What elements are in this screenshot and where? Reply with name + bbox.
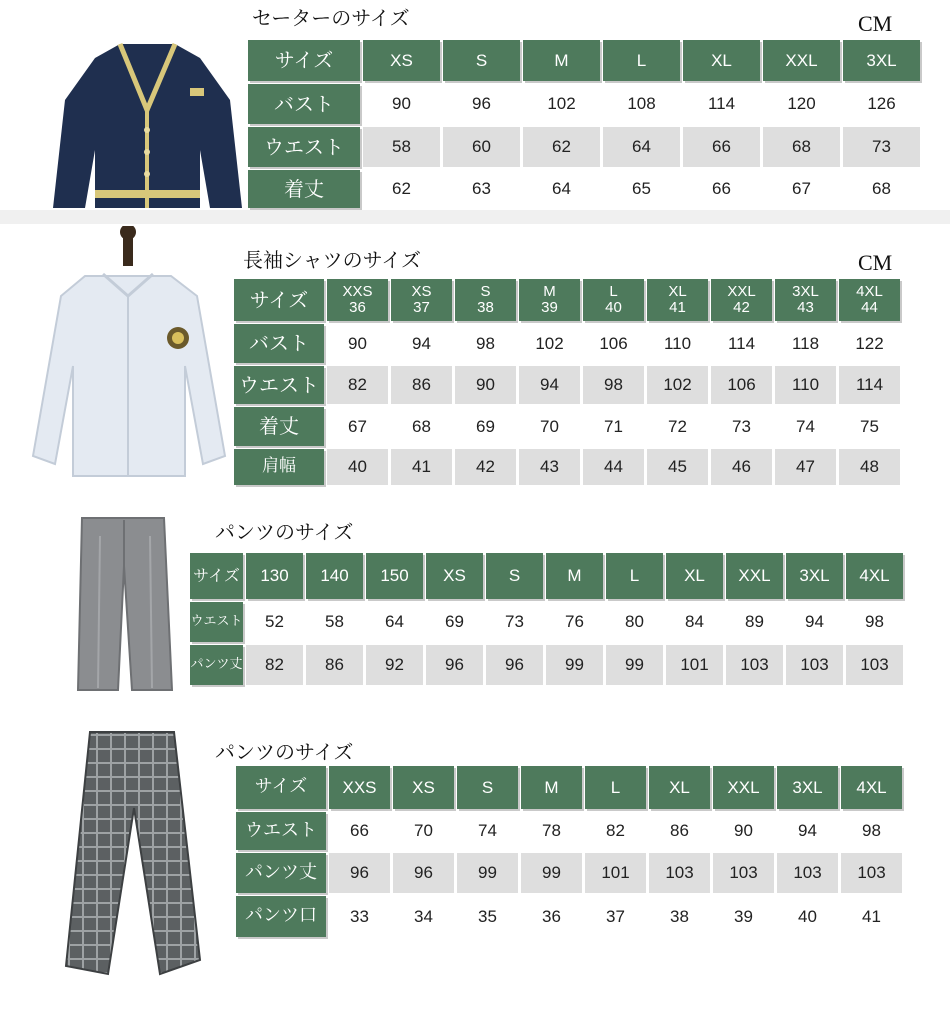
sweater-size-header: XL (683, 40, 760, 81)
table-cell: 73 (711, 407, 772, 446)
pants1-size-header: 150 (366, 553, 423, 599)
table-cell: 41 (391, 449, 452, 485)
shirt-size-header (583, 279, 644, 321)
pants2-size-header: XXS (329, 766, 390, 809)
table-cell: 99 (457, 853, 518, 893)
shirt-image (25, 226, 235, 491)
table-cell: 110 (775, 366, 836, 404)
table-cell: 75 (839, 407, 900, 446)
table-cell: 68 (843, 170, 920, 208)
table-cell: 96 (426, 645, 483, 685)
pants1-size-header: M (546, 553, 603, 599)
shirt-row-label-shoulder: 肩幅 (234, 449, 324, 485)
table-cell: 40 (327, 449, 388, 485)
table-cell: 99 (521, 853, 582, 893)
size-code: S (480, 283, 491, 301)
pants2-title: パンツのサイズ (215, 740, 354, 764)
table-cell: 71 (583, 407, 644, 446)
table-cell: 73 (486, 602, 543, 642)
pants1-size-header: 140 (306, 553, 363, 599)
table-cell: 89 (726, 602, 783, 642)
pants2-size-header: 3XL (777, 766, 838, 809)
table-cell: 58 (306, 602, 363, 642)
table-cell: 60 (443, 127, 520, 167)
pants2-row-label-hem: パンツ口 (236, 896, 326, 937)
shirt-size-header (327, 279, 388, 321)
shirt-size-table (234, 279, 900, 485)
size-code: 3XL (792, 283, 819, 301)
table-cell: 114 (711, 324, 772, 363)
shirt-size-header (455, 279, 516, 321)
pants1-size-header: 4XL (846, 553, 903, 599)
pants2-size-header: S (457, 766, 518, 809)
pants1-row-label-length: パンツ丈 (190, 645, 243, 685)
pants2-size-header: 4XL (841, 766, 902, 809)
table-cell: 90 (713, 812, 774, 850)
table-cell: 63 (443, 170, 520, 208)
table-cell: 70 (519, 407, 580, 446)
table-cell: 101 (666, 645, 723, 685)
table-cell: 67 (327, 407, 388, 446)
table-cell: 86 (306, 645, 363, 685)
sweater-size-header: XS (363, 40, 440, 81)
size-code: XL (668, 283, 687, 301)
table-cell: 41 (841, 896, 902, 937)
pants2-size-table (236, 766, 902, 937)
table-cell: 47 (775, 449, 836, 485)
size-code: XXL (727, 283, 756, 301)
table-cell: 34 (393, 896, 454, 937)
table-cell: 52 (246, 602, 303, 642)
table-cell: 82 (585, 812, 646, 850)
table-cell: 120 (763, 84, 840, 124)
shirt-row-label-waist: ウエスト (234, 366, 324, 404)
table-cell: 43 (519, 449, 580, 485)
table-cell: 58 (363, 127, 440, 167)
table-cell: 70 (393, 812, 454, 850)
pants2-size-header: M (521, 766, 582, 809)
table-cell: 74 (457, 812, 518, 850)
table-cell: 106 (711, 366, 772, 404)
sweater-row-label-waist: ウエスト (248, 127, 360, 167)
sweater-size-header: 3XL (843, 40, 920, 81)
table-cell: 84 (666, 602, 723, 642)
table-cell: 96 (393, 853, 454, 893)
sweater-title: セーターのサイズ (252, 6, 410, 30)
sweater-size-table (248, 40, 920, 208)
table-cell: 110 (647, 324, 708, 363)
table-cell: 38 (649, 896, 710, 937)
pants2-size-header: XXL (713, 766, 774, 809)
table-cell: 44 (583, 449, 644, 485)
table-cell: 48 (839, 449, 900, 485)
size-number: 39 (541, 299, 558, 316)
table-cell: 90 (455, 366, 516, 404)
table-cell: 68 (391, 407, 452, 446)
table-cell: 37 (585, 896, 646, 937)
table-cell: 42 (455, 449, 516, 485)
pants1-size-header: XS (426, 553, 483, 599)
table-cell: 118 (775, 324, 836, 363)
size-number: 41 (669, 299, 686, 316)
size-code: XXS (342, 283, 373, 301)
shirt-size-header (519, 279, 580, 321)
table-cell: 94 (391, 324, 452, 363)
table-cell: 39 (713, 896, 774, 937)
pants1-row-label-size: サイズ (190, 553, 243, 599)
pants1-size-header: XXL (726, 553, 783, 599)
table-cell: 103 (841, 853, 902, 893)
shirt-row-label-length: 着丈 (234, 407, 324, 446)
table-cell: 126 (843, 84, 920, 124)
table-cell: 46 (711, 449, 772, 485)
table-cell: 103 (726, 645, 783, 685)
size-number: 40 (605, 299, 622, 316)
sweater-size-header: M (523, 40, 600, 81)
table-cell: 99 (546, 645, 603, 685)
table-cell: 82 (327, 366, 388, 404)
gray-pants-image (72, 516, 182, 692)
table-cell: 67 (763, 170, 840, 208)
pants2-row-label-waist: ウエスト (236, 812, 326, 850)
size-number: 37 (413, 299, 430, 316)
pants2-size-header: L (585, 766, 646, 809)
table-cell: 94 (786, 602, 843, 642)
cardigan-image (50, 40, 245, 212)
table-cell: 101 (585, 853, 646, 893)
table-cell: 78 (521, 812, 582, 850)
table-cell: 90 (363, 84, 440, 124)
pants2-size-header: XS (393, 766, 454, 809)
table-cell: 64 (603, 127, 680, 167)
shirt-size-header (391, 279, 452, 321)
table-cell: 102 (523, 84, 600, 124)
table-cell: 36 (521, 896, 582, 937)
table-cell: 66 (683, 127, 760, 167)
table-cell: 99 (606, 645, 663, 685)
table-cell: 103 (846, 645, 903, 685)
sweater-row-label-bust: バスト (248, 84, 360, 124)
shirt-title: 長袖シャツのサイズ (243, 248, 421, 272)
table-cell: 62 (523, 127, 600, 167)
shirt-size-header (775, 279, 836, 321)
table-cell: 114 (683, 84, 760, 124)
shirt-row-label-bust: バスト (234, 324, 324, 363)
table-cell: 106 (583, 324, 644, 363)
table-cell: 98 (583, 366, 644, 404)
table-cell: 103 (777, 853, 838, 893)
pants1-size-header: L (606, 553, 663, 599)
table-cell: 65 (603, 170, 680, 208)
size-number: 42 (733, 299, 750, 316)
table-cell: 64 (366, 602, 423, 642)
sweater-size-header: S (443, 40, 520, 81)
table-cell: 114 (839, 366, 900, 404)
table-cell: 108 (603, 84, 680, 124)
shirt-row-label-size: サイズ (234, 279, 324, 321)
table-cell: 103 (786, 645, 843, 685)
table-cell: 68 (763, 127, 840, 167)
pants1-title: パンツのサイズ (215, 520, 354, 544)
table-cell: 94 (777, 812, 838, 850)
pants2-row-label-size: サイズ (236, 766, 326, 809)
table-cell: 94 (519, 366, 580, 404)
pants1-size-header: S (486, 553, 543, 599)
table-cell: 86 (649, 812, 710, 850)
pants1-size-header: 3XL (786, 553, 843, 599)
size-code: XS (411, 283, 432, 301)
shirt-size-header (647, 279, 708, 321)
table-cell: 102 (519, 324, 580, 363)
table-cell: 69 (455, 407, 516, 446)
table-cell: 72 (647, 407, 708, 446)
size-code: M (543, 283, 556, 301)
table-cell: 35 (457, 896, 518, 937)
table-cell: 103 (649, 853, 710, 893)
sweater-unit-label: CM (858, 11, 893, 36)
sweater-row-label-size: サイズ (248, 40, 360, 81)
shirt-unit-label: CM (858, 250, 893, 275)
table-cell: 98 (846, 602, 903, 642)
table-cell: 73 (843, 127, 920, 167)
size-number: 36 (349, 299, 366, 316)
table-cell: 74 (775, 407, 836, 446)
size-number: 38 (477, 299, 494, 316)
table-cell: 102 (647, 366, 708, 404)
table-cell: 76 (546, 602, 603, 642)
table-cell: 66 (683, 170, 760, 208)
pants1-size-table (190, 553, 903, 685)
table-cell: 98 (455, 324, 516, 363)
table-cell: 103 (713, 853, 774, 893)
table-cell: 33 (329, 896, 390, 937)
shirt-size-header (839, 279, 900, 321)
table-cell: 80 (606, 602, 663, 642)
pants1-size-header: 130 (246, 553, 303, 599)
shirt-size-header (711, 279, 772, 321)
table-cell: 96 (486, 645, 543, 685)
table-cell: 69 (426, 602, 483, 642)
sweater-section-band (0, 210, 950, 224)
table-cell: 86 (391, 366, 452, 404)
pants2-row-label-length: パンツ丈 (236, 853, 326, 893)
table-cell: 62 (363, 170, 440, 208)
table-cell: 45 (647, 449, 708, 485)
table-cell: 92 (366, 645, 423, 685)
pants2-size-header: XL (649, 766, 710, 809)
plaid-pants-image (62, 728, 202, 978)
table-cell: 90 (327, 324, 388, 363)
sweater-size-header: L (603, 40, 680, 81)
table-cell: 96 (329, 853, 390, 893)
table-cell: 40 (777, 896, 838, 937)
pants1-row-label-waist: ウエスト (190, 602, 243, 642)
size-number: 44 (861, 299, 878, 316)
table-cell: 64 (523, 170, 600, 208)
size-code: L (609, 283, 618, 301)
table-cell: 122 (839, 324, 900, 363)
size-code: 4XL (856, 283, 883, 301)
sweater-size-header: XXL (763, 40, 840, 81)
table-cell: 96 (443, 84, 520, 124)
table-cell: 82 (246, 645, 303, 685)
table-cell: 98 (841, 812, 902, 850)
table-cell: 66 (329, 812, 390, 850)
pants1-size-header: XL (666, 553, 723, 599)
size-number: 43 (797, 299, 814, 316)
sweater-row-label-length: 着丈 (248, 170, 360, 208)
